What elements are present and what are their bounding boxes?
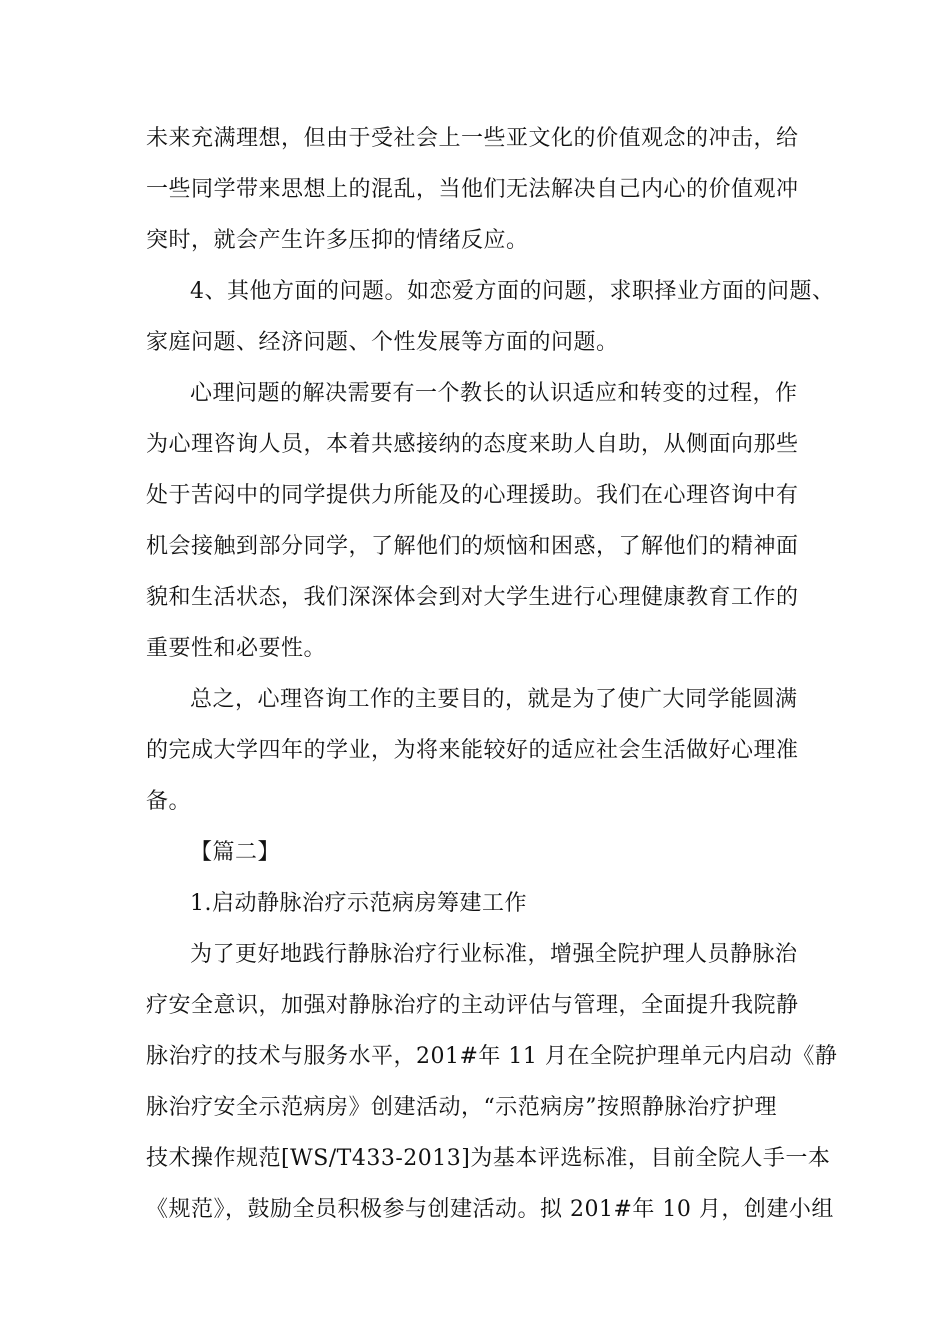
text-line: 未来充满理想，但由于受社会上一些亚文化的价值观念的冲击，给 xyxy=(146,126,799,151)
text-line: 为了更好地践行静脉治疗行业标准，增强全院护理人员静脉治 xyxy=(190,942,798,967)
text-line: 的完成大学四年的学业，为将来能较好的适应社会生活做好心理准 xyxy=(146,738,799,763)
text-line: 家庭问题、经济问题、个性发展等方面的问题。 xyxy=(146,330,619,355)
text-line: 脉治疗安全示范病房》创建活动，“示范病房”按照静脉治疗护理 xyxy=(146,1095,777,1120)
text-line: 总之，心理咨询工作的主要目的，就是为了使广大同学能圆满 xyxy=(190,687,798,712)
text-line: 貌和生活状态，我们深深体会到对大学生进行心理健康教育工作的 xyxy=(146,585,799,610)
text-line: 4、其他方面的问题。如恋爱方面的问题，求职择业方面的问题、 xyxy=(190,279,835,304)
text-line: 一些同学带来思想上的混乱，当他们无法解决自己内心的价值观冲 xyxy=(146,177,799,202)
subsection-heading: 1.启动静脉治疗示范病房筹建工作 xyxy=(190,891,527,916)
section-heading: 【篇二】 xyxy=(190,840,281,865)
text-line: 为心理咨询人员，本着共感接纳的态度来助人自助，从侧面向那些 xyxy=(146,432,799,457)
text-line: 突时，就会产生许多压抑的情绪反应。 xyxy=(146,228,529,253)
text-line: 机会接触到部分同学，了解他们的烦恼和困惑，了解他们的精神面 xyxy=(146,534,799,559)
text-line: 重要性和必要性。 xyxy=(146,636,327,661)
text-line: 处于苦闷中的同学提供力所能及的心理援助。我们在心理咨询中有 xyxy=(146,483,799,508)
text-line: 技术操作规范[WS/T433-2013]为基本评选标准，目前全院人手一本 xyxy=(146,1146,831,1171)
text-line: 备。 xyxy=(146,789,192,814)
text-line: 脉治疗的技术与服务水平，201#年 11 月在全院护理单元内启动《静 xyxy=(146,1044,838,1069)
text-line: 疗安全意识，加强对静脉治疗的主动评估与管理，全面提升我院静 xyxy=(146,993,799,1018)
text-line: 心理问题的解决需要有一个教长的认识适应和转变的过程，作 xyxy=(190,381,798,406)
text-line: 《规范》，鼓励全员积极参与创建活动。拟 201#年 10 月，创建小组 xyxy=(146,1197,834,1222)
